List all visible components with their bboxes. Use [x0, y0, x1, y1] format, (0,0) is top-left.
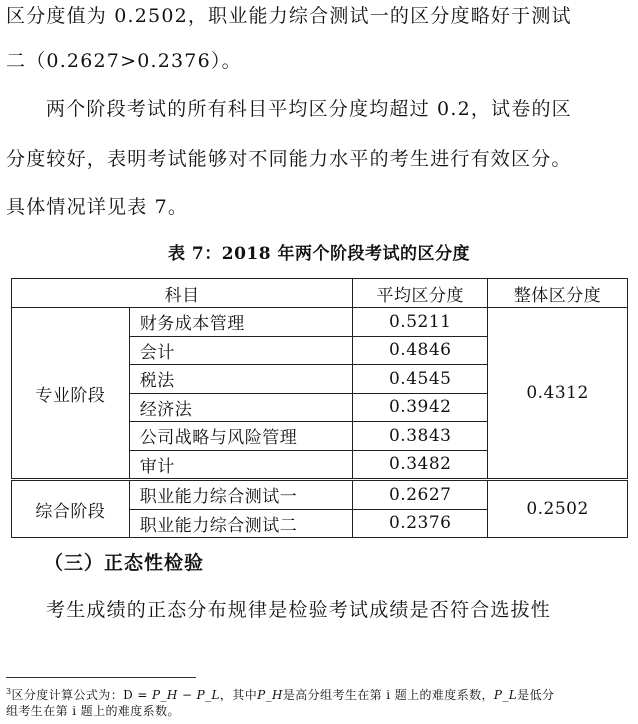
header-overall: 整体区分度 [488, 279, 628, 308]
footnote-text: 是低分 [517, 688, 555, 702]
table-row [12, 480, 628, 510]
avg-cell: 0.2376 [353, 509, 488, 538]
table-row [12, 308, 628, 337]
subject-cell: 公司战略与风险管理 [129, 422, 353, 451]
paragraph-line: 具体情况详见表 7。 [6, 196, 189, 218]
avg-cell: 0.2627 [353, 480, 488, 510]
header-avg: 平均区分度 [353, 279, 488, 308]
table-caption: 表 7：2018 年两个阶段考试的区分度 [168, 244, 470, 264]
footnote-marker: 3 [6, 687, 12, 696]
footnote-text: 是高分组考生在第 i 题上的难度系数， [282, 688, 494, 702]
footnote-divider [6, 677, 196, 678]
footnote-line [6, 683, 554, 704]
stage-cell: 综合阶段 [12, 480, 130, 538]
overall-cell: 0.2502 [488, 480, 628, 538]
avg-cell: 0.3843 [353, 422, 488, 451]
avg-cell: 0.3942 [353, 393, 488, 422]
paragraph-line: 两个阶段考试的所有科目平均区分度均超过 0.2，试卷的区 [46, 98, 572, 120]
subject-cell: 会计 [129, 336, 353, 365]
subject-cell: 职业能力综合测试二 [129, 509, 353, 538]
avg-cell: 0.5211 [353, 308, 488, 337]
subject-cell: 职业能力综合测试一 [129, 480, 353, 510]
paragraph-line: 考生成绩的正态分布规律是检验考试成绩是否符合选拔性 [46, 599, 552, 621]
overall-cell: 0.4312 [488, 308, 628, 480]
subject-cell: 审计 [129, 450, 353, 480]
section-heading: （三）正态性检验 [44, 552, 205, 574]
paragraph-line: 二（0.2627>0.2376）。 [6, 50, 242, 72]
footnote-symbol-pl: P_L [493, 688, 518, 702]
avg-cell: 0.4846 [353, 336, 488, 365]
subject-cell: 经济法 [129, 393, 353, 422]
footnote-line: 组考生在第 i 题上的难度系数。 [6, 704, 180, 718]
avg-cell: 0.3482 [353, 450, 488, 480]
subject-cell: 税法 [129, 365, 353, 394]
paragraph-line: 分度较好，表明考试能够对不同能力水平的考生进行有效区分。 [6, 148, 572, 170]
subject-cell: 财务成本管理 [129, 308, 353, 337]
discrimination-table [11, 278, 628, 538]
footnote-formula: P_H − P_L [152, 688, 220, 702]
avg-cell: 0.4545 [353, 365, 488, 394]
footnote-symbol-ph: P_H [257, 688, 283, 702]
header-subject: 科目 [12, 279, 353, 308]
stage-cell: 专业阶段 [12, 308, 130, 480]
footnote-text: 区分度计算公式为：D = [11, 688, 153, 702]
table-header-row [12, 279, 628, 308]
footnote-text: ，其中 [219, 688, 258, 702]
paragraph-line: 区分度值为 0.2502，职业能力综合测试一的区分度略好于测试 [6, 5, 572, 27]
